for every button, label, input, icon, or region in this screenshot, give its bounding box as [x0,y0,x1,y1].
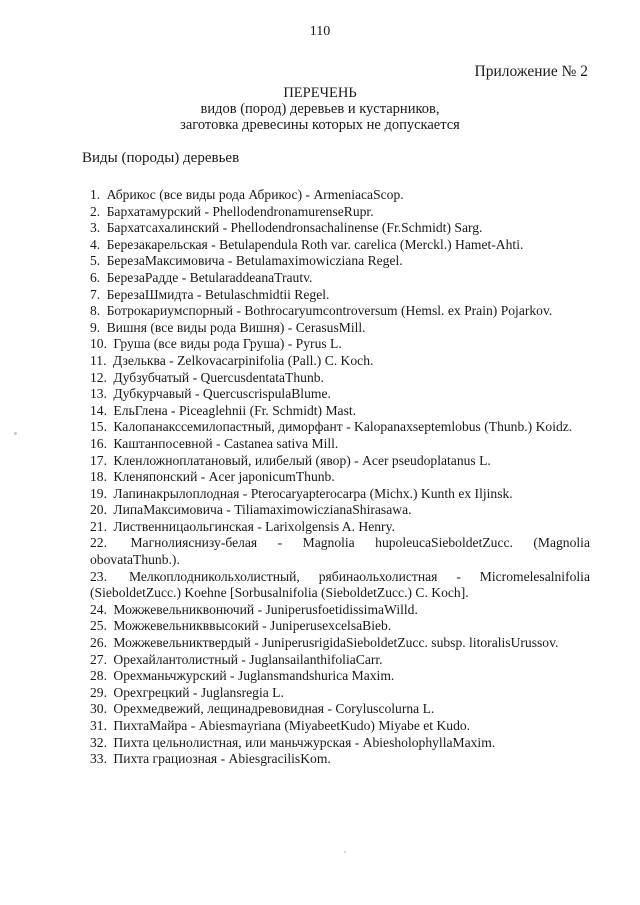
list-item [90,701,590,718]
item-number: 4. [90,236,101,252]
list-item [90,370,590,387]
item-number: 20. [90,502,107,518]
item-number: 11. [90,352,107,368]
list-item [90,253,590,270]
item-text: ЛипаМаксимовича - TiliamaximowiczianaShirasawa. [113,502,412,518]
item-number: 3. [90,220,101,236]
list-item [90,535,590,568]
list-item [90,270,590,287]
heading-line-2: видов (пород) деревьев и кустарников, [200,101,440,117]
item-text: БерезаРадде - BetularaddeanaTrautv. [106,269,313,285]
item-number: 9. [90,319,101,335]
item-number: 18. [90,469,107,485]
item-number: 1. [90,187,101,202]
item-text: Можжевельниктвердый - JuniperusrigidaSieboldetZucc. subsp. litoralisUrussov. [113,635,559,651]
heading-title: ПЕРЕЧЕНЬ [283,85,357,101]
item-text: БерезаМаксимовича - Betulamaximowicziana Regel. [106,253,403,269]
item-number: 13. [90,386,107,402]
item-text: Груша (все виды рода Груша) - Pyrus L. [113,336,342,352]
item-text: Калопанаксcемилопастный, диморфант - Kalopanaxseptemlobus (Thunb.) Koidz. [113,419,573,435]
item-text: Кленложноплатановый, илибелый (явор) - Acer pseudoplatanus L. [113,452,491,468]
list-item [90,602,590,619]
item-text: Вишня (все виды рода Вишня) - CerasusMill. [106,319,366,335]
page-number: 110 [309,24,331,39]
list-item [90,502,590,519]
item-text: Орехгрецкий - Juglansregia L. [113,684,284,700]
list-item [90,303,590,320]
item-text: Орехманьчжурский - Juglansmandshurica Maxim. [113,668,395,684]
list-item [90,403,590,420]
item-number: 24. [90,601,107,617]
list-item [90,419,590,436]
item-number: 27. [90,651,107,667]
item-text: Можжевельниквонючий - JuniperusfoetidissimaWilld. [113,601,418,617]
item-number: 19. [90,485,107,501]
appendix-label: Приложение № 2 [474,63,588,80]
item-text: Можжевельникввысокий - JuniperusexcelsaBieb. [113,618,392,634]
list-item [90,237,590,254]
item-number: 6. [90,269,101,285]
item-number: 31. [90,718,107,733]
section-title: Виды (породы) деревьев [82,150,240,166]
list-item [90,519,590,536]
item-number: 26. [90,635,107,651]
list-item [90,751,590,768]
item-text: Орехмедвежий, лещинадревовидная - Coryluscolurna L. [113,701,435,717]
list-item [90,453,590,470]
item-number: 22. [90,535,107,551]
item-number: 15. [90,419,107,435]
item-text: Абрикос (все виды рода Абрикос) - ArmeniacaScop. [106,187,404,202]
item-number: 16. [90,435,107,451]
item-text: Дзельква - Zelkovacarpinifolia (Pall.) C. Koch. [112,352,374,368]
item-text: Каштанпосевной - Castanea sativa Mill. [113,435,339,451]
list-item [90,353,590,370]
item-number: 10. [90,336,107,352]
item-number: 28. [90,668,107,684]
document-heading [0,85,640,133]
item-text: Лапинакрылоплодная - Pterocaryapterocarpa (Michx.) Kunth ex Iljinsk. [113,485,513,501]
list-item [90,635,590,652]
item-text: Мелкоплодникольхолистный, рябинаольхолистная - Micromelesalnifolia (SieboldetZucc.) Koehne [Sorbusalnifolia (SieboldetZucc.) C. Koch]. [90,568,590,601]
scan-mark [14,432,17,435]
item-number: 23. [90,568,107,584]
item-text: Бархатамурский - PhellodendronamurenseRupr. [106,203,374,219]
item-text: Бархатсахалинский - Phellodendronsachalinense (Fr.Schmidt) Sarg. [106,220,483,236]
list-item [90,287,590,304]
item-number: 14. [90,402,107,418]
list-item [90,436,590,453]
list-item [90,187,590,204]
item-number: 12. [90,369,107,385]
heading-line-3: заготовка древесины которых не допускается [180,117,460,133]
item-number: 29. [90,684,107,700]
list-item [90,336,590,353]
item-text: Дубзубчатый - QuercusdentataThunb. [113,369,324,385]
item-text: ЕльГлена - Piceaglehnii (Fr. Schmidt) Mast. [113,402,357,418]
list-item [90,220,590,237]
list-item [90,486,590,503]
item-number: 21. [90,518,107,534]
item-text: Кленяпонский - Acer japonicumThunb. [113,469,335,485]
list-item [90,685,590,702]
item-number: 30. [90,701,107,717]
list-item [90,735,590,752]
item-text: Лиственницаольгинская - Larixolgensis A. Henry. [113,518,395,534]
item-text: БерезаШмидта - Betulaschmidtii Regel. [106,286,330,302]
item-text: Орехайлантолистный - JuglansailanthifoliaCarr. [113,651,383,667]
item-number: 17. [90,452,107,468]
list-item [90,668,590,685]
item-text: Пихта цельнолистная, или маньчжурская - AbiesholophyllaMaxim. [113,734,496,750]
item-number: 7. [90,286,101,302]
item-text: Дубкурчавый - QuercuscrispulaBlume. [113,386,331,402]
list-item [90,320,590,337]
item-number: 8. [90,303,101,319]
list-item [90,386,590,403]
item-number: 25. [90,618,107,634]
item-number: 2. [90,203,101,219]
list-item [90,652,590,669]
scan-mark [344,851,346,853]
item-text: Березакарельская - Betulapendula Roth var. carelica (Merckl.) Hamet-Ahti. [106,236,524,252]
species-list [90,187,590,768]
list-item [90,569,590,602]
list-item [90,718,590,735]
item-text: Пихта грациозная - AbiesgracilisKom. [113,751,331,767]
item-text: Ботрокариумспорный - Bothrocaryumcontroversum (Hemsl. ex Prain) Pojarkov. [106,303,553,319]
list-item [90,469,590,486]
item-text: ПихтаМайра - Abiesmayriana (MiyabeetKudo) Miyabe et Kudo. [113,718,471,733]
item-number: 33. [90,751,107,767]
item-number: 5. [90,253,101,269]
item-text: Магнолияснизу-белая - Magnolia hupoleucaSieboldetZucc. (Magnolia obovataThunb.). [90,535,590,568]
list-item [90,204,590,221]
item-number: 32. [90,734,107,750]
list-item [90,618,590,635]
